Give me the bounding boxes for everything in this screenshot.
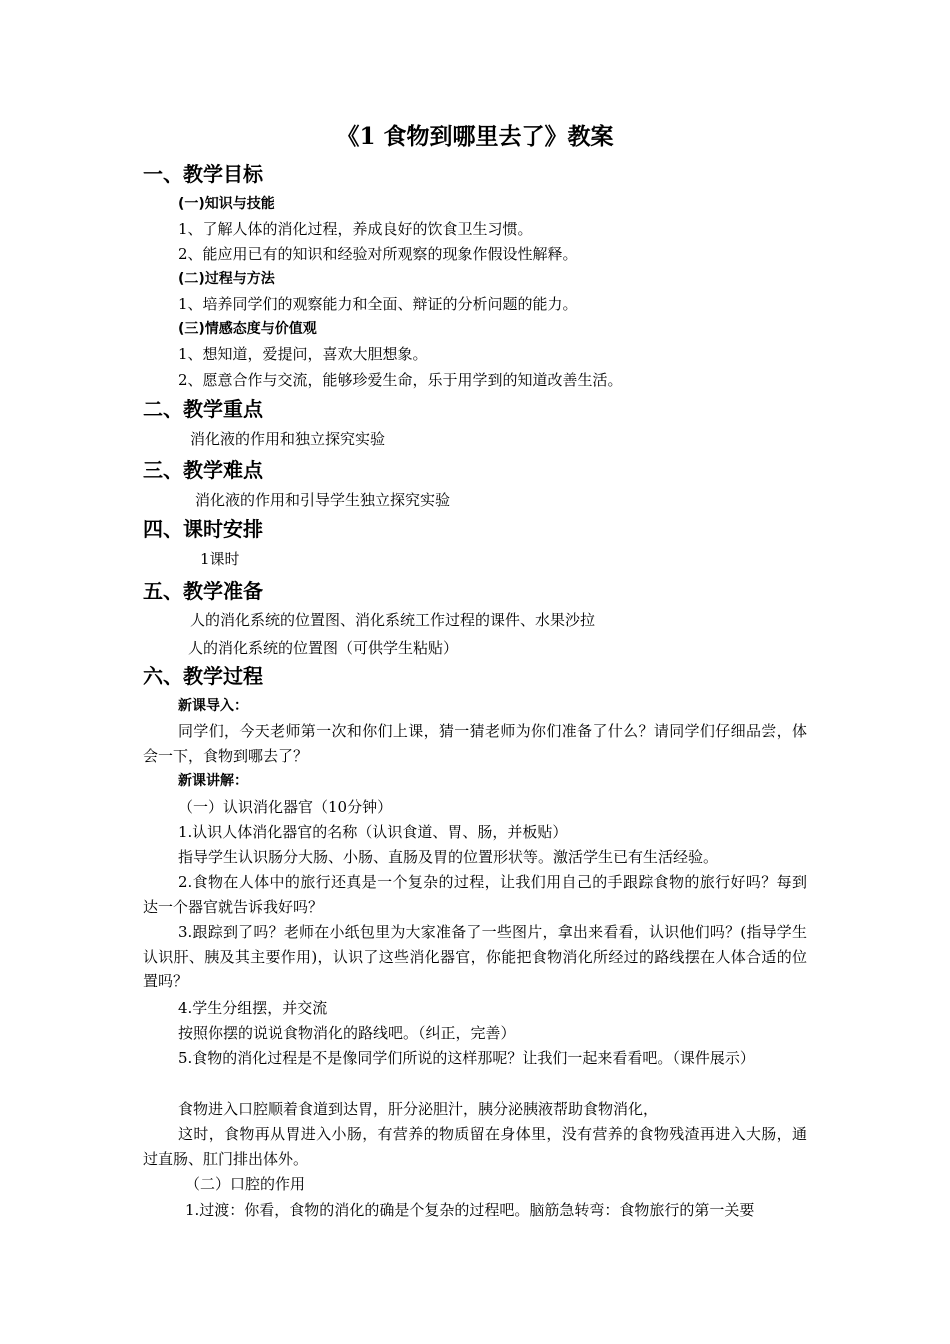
part-heading-organs: （一）认识消化器官（10分钟）: [178, 798, 393, 816]
lesson-paragraph: 3.跟踪到了吗？老师在小纸包里为大家准备了一些图片，拿出来看看，认识他们吗？(指导学生认识肝、胰及其主要作用)，认识了这些消化器官，你能把食物消化所经过的路线摆在人体合适的位置吗？: [143, 923, 807, 990]
subheading-intro: 新课导入：: [178, 698, 248, 714]
preparation-line: 人的消化系统的位置图、消化系统工作过程的课件、水果沙拉: [190, 611, 596, 629]
schedule-text: 1课时: [200, 550, 240, 568]
subheading-attitudes-values: (三)情感态度与价值观: [178, 321, 317, 337]
section-heading-preparation: 五、教学准备: [143, 579, 263, 603]
lesson-paragraph: 食物进入口腔顺着食道到达胃，肝分泌胆汁，胰分泌胰液帮助食物消化，: [178, 1100, 659, 1118]
objective-item: 1、了解人体的消化过程，养成良好的饮食卫生习惯。: [178, 220, 533, 238]
subheading-process-methods: (二)过程与方法: [178, 271, 275, 287]
subheading-lecture: 新课讲解：: [178, 773, 248, 789]
lesson-paragraph: 5.食物的消化过程是不是像同学们所说的这样那呢？让我们一起来看看吧。（课件展示）: [178, 1049, 755, 1067]
lesson-paragraph: 按照你摆的说说食物消化的路线吧。（纠正，完善）: [178, 1024, 516, 1042]
section-heading-process: 六、教学过程: [143, 664, 263, 688]
lesson-paragraph: 4.学生分组摆，并交流: [178, 999, 328, 1017]
section-heading-schedule: 四、课时安排: [143, 517, 263, 541]
lesson-paragraph: 1.过渡：你看，食物的消化的确是个复杂的过程吧。脑筋急转弯：食物旅行的第一关要: [185, 1201, 755, 1219]
section-heading-difficulties: 三、教学难点: [143, 458, 263, 482]
objective-item: 1、培养同学们的观察能力和全面、辩证的分析问题的能力。: [178, 295, 578, 313]
lesson-paragraph: 2.食物在人体中的旅行还真是一个复杂的过程，让我们用自己的手跟踪食物的旅行好吗？每到达一个器官就告诉我好吗？: [143, 873, 807, 916]
objective-item: 2、能应用已有的知识和经验对所观察的现象作假设性解释。: [178, 245, 578, 263]
section-heading-objectives: 一、教学目标: [143, 162, 263, 186]
part-heading-mouth: （二）口腔的作用: [185, 1175, 306, 1193]
lesson-paragraph: 1.认识人体消化器官的名称（认识食道、胃、肠，并板贴）: [178, 823, 568, 841]
objective-item: 1、想知道，爱提问，喜欢大胆想象。: [178, 345, 428, 363]
section-heading-key-points: 二、教学重点: [143, 397, 263, 421]
intro-paragraph: 同学们，今天老师第一次和你们上课，猜一猜老师为你们准备了什么？请同学们仔细品尝，体会一下，食物到哪去了？: [143, 722, 807, 765]
lesson-paragraph: 这时，食物再从胃进入小肠，有营养的物质留在身体里，没有营养的食物残渣再进入大肠，通过直肠、肛门排出体外。: [143, 1125, 807, 1168]
preparation-line: 人的消化系统的位置图（可供学生粘贴）: [188, 639, 459, 657]
objective-item: 2、愿意合作与交流，能够珍爱生命，乐于用学到的知道改善生活。: [178, 371, 623, 389]
document-title: 《1 食物到哪里去了》教案: [336, 123, 614, 150]
lesson-paragraph: 指导学生认识肠分大肠、小肠、直肠及胃的位置形状等。激活学生已有生活经验。: [178, 848, 719, 866]
key-points-text: 消化液的作用和独立探究实验: [190, 430, 386, 448]
subheading-knowledge-skills: (一)知识与技能: [178, 196, 275, 212]
difficulties-text: 消化液的作用和引导学生独立探究实验: [195, 491, 451, 509]
